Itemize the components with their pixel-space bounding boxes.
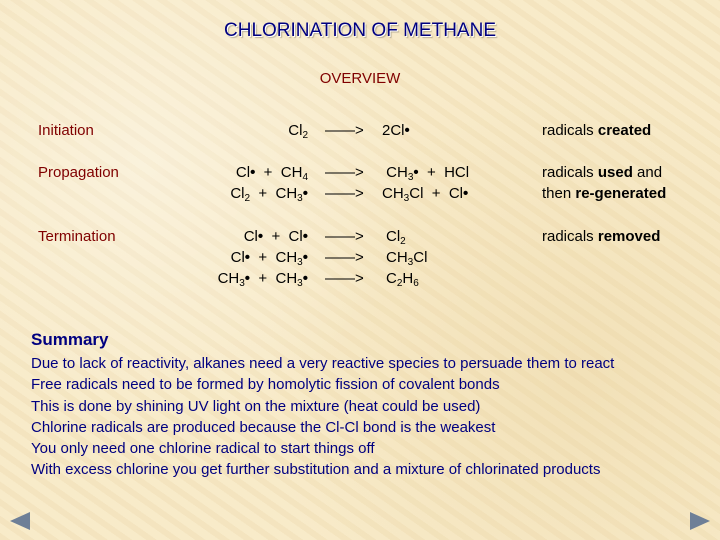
note-initiation: radicals created	[542, 122, 652, 139]
summary-item: Chlorine radicals are produced because the Cl-Cl bond is the weakest	[31, 418, 496, 436]
arrows-termination: ——> ——> ——>	[325, 228, 364, 287]
summary-list	[31, 353, 711, 481]
summary-item: Due to lack of reactivity, alkanes need a very reactive species to persuade them to react	[31, 355, 615, 372]
stage-initiation: Initiation	[38, 122, 94, 139]
previous-slide-icon[interactable]	[10, 512, 30, 530]
overview-heading: OVERVIEW	[319, 70, 401, 87]
summary-item: Free radicals need to be formed by homolytic fission of covalent bonds	[31, 376, 500, 394]
equation-termination-reactants: Cl• + Cl• Cl• + $CH_3•$ $CH_3•$ + $CH_3•$	[217, 228, 308, 289]
summary-item: You only need one chlorine radical to start things off	[31, 440, 375, 458]
summary-item: With excess chlorine you get further substitution and a mixture of chlorinated products	[31, 461, 601, 479]
stage-termination: Termination	[38, 228, 116, 245]
note-propagation: radicals used and then re-generated	[542, 164, 667, 202]
slide-title: CHLORINATION OF METHANE	[224, 20, 496, 41]
arrow-initiation: ——>	[325, 122, 364, 139]
arrows-propagation: ——> ——>	[325, 164, 364, 202]
equation-propagation-reactants: Cl• + $CH_4$ $Cl_2$ + $CH_3•$	[230, 164, 308, 204]
stage-propagation: Propagation	[38, 164, 119, 181]
next-slide-icon[interactable]	[690, 512, 710, 530]
note-termination: radicals removed	[542, 228, 661, 245]
equation-propagation-products: $CH_3•$ + HCl $CH_3Cl$ + Cl•	[382, 164, 470, 204]
summary-item: This is done by shining UV light on the mixture (heat could be used)	[31, 397, 481, 415]
equation-termination-products: $Cl_2$ $CH_3Cl$ $C_2H_6$	[386, 228, 428, 289]
equation-initiation-reactant: $Cl_2$	[288, 122, 308, 141]
summary-heading: Summary	[31, 330, 109, 349]
equation-initiation-product: 2Cl•	[382, 122, 410, 139]
